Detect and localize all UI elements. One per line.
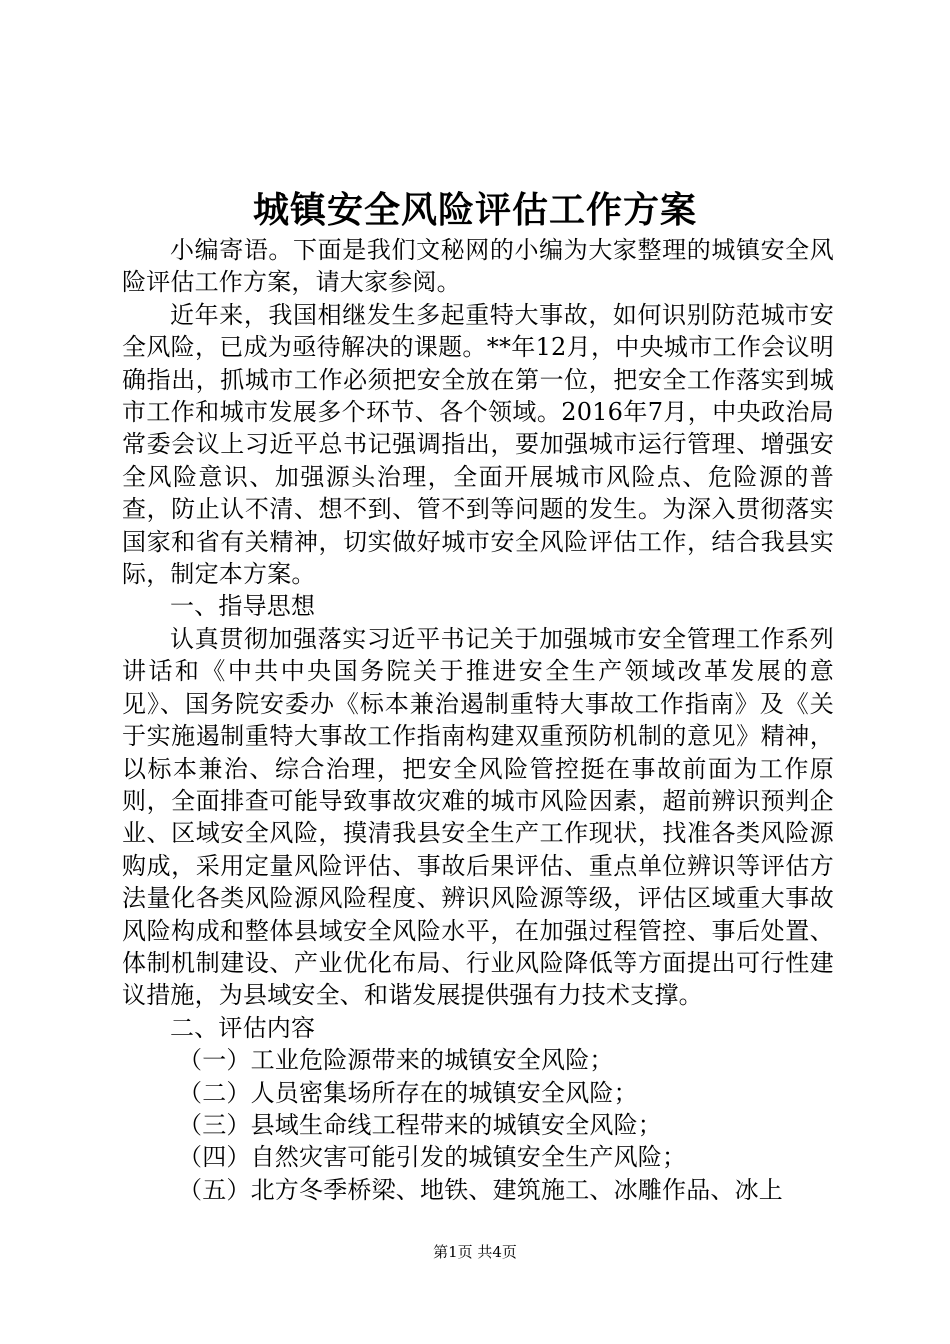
list-item: （五）北方冬季桥梁、地铁、建筑施工、冰雕作品、冰上 xyxy=(178,1175,783,1204)
section-heading-assessment-content: 二、评估内容 xyxy=(170,1013,316,1042)
document-title: 城镇安全风险评估工作方案 xyxy=(252,189,697,231)
list-item: （四）自然灾害可能引发的城镇安全生产风险； xyxy=(178,1143,687,1172)
background-paragraph: 近年来，我国相继发生多起重特大事故，如何识别防范城市安全风险，已成为亟待解决的课题。**年12月，中央城市工作会议明确指出，抓城市工作必须把安全放在第一位，把安全工作落实到城市工作和城市发展多个环节、各个领域。2016年7月，中央政治局常委会议上习近平总书记强调指出，要加强城市运行管理、增强安全风险意识、加强源头治理，全面开展城市风险点、危险源的普查，防止认不清、想不到、管不到等问题的发生。为深入贯彻落实国家和省有关精神，切实做好城市安全风险评估工作，结合我县实际，制定本方案。 xyxy=(122,300,834,589)
list-item: （二）人员密集场所存在的城镇安全风险； xyxy=(178,1078,638,1107)
list-item: （一）工业危险源带来的城镇安全风险； xyxy=(178,1046,614,1075)
document-body xyxy=(122,234,834,1206)
guiding-ideology-paragraph: 认真贯彻加强落实习近平书记关于加强城市安全管理工作系列讲话和《中共中央国务院关于推进安全生产领域改革发展的意见》、国务院安委办《标本兼治遏制重特大事故工作指南》及《关于实施遏制重特大事故工作指南构建双重预防机制的意见》精神，以标本兼治、综合治理，把安全风险管控挺在事故前面为工作原则，全面排查可能导致事故灾难的城市风险因素，超前辨识预判企业、区域安全风险，摸清我县安全生产工作现状，找准各类风险源购成，采用定量风险评估、事故后果评估、重点单位辨识等评估方法量化各类风险源风险程度、辨识风险源等级，评估区域重大事故风险构成和整体县域安全风险水平，在加强过程管控、事后处置、体制机制建设、产业优化布局、行业风险降低等方面提出可行性建议措施，为县域安全、和谐发展提供强有力技术支撑。 xyxy=(122,624,834,1010)
intro-paragraph: 小编寄语。下面是我们文秘网的小编为大家整理的城镇安全风险评估工作方案，请大家参阅。 xyxy=(122,236,834,297)
list-item: （三）县域生命线工程带来的城镇安全风险； xyxy=(178,1110,662,1139)
page-number-footer: 第1页 共4页 xyxy=(433,1243,517,1261)
section-heading-guiding-ideology: 一、指导思想 xyxy=(170,592,316,621)
